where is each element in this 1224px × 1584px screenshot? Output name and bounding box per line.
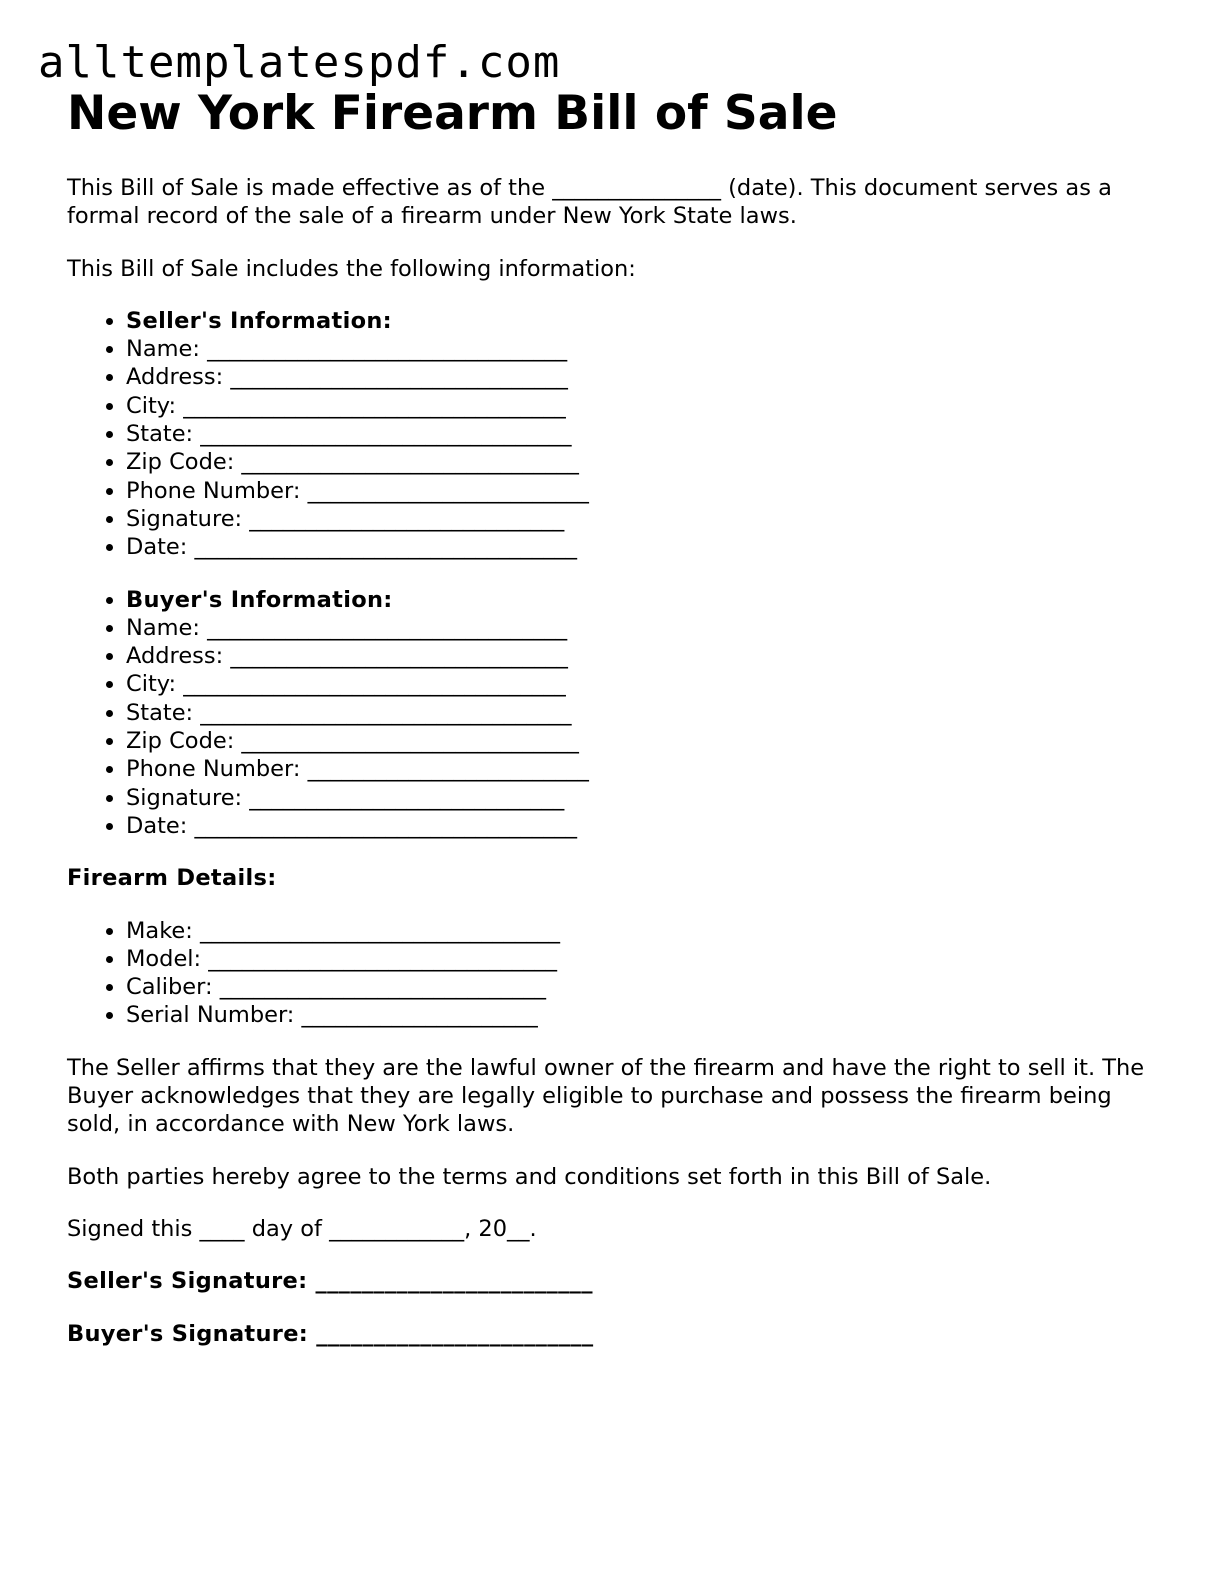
buyer-state-field[interactable]: • State: _________________________________ bbox=[126, 699, 1157, 727]
agreement-paragraph: Both parties hereby agree to the terms and conditions set forth in this Bill of Sale. bbox=[67, 1163, 992, 1190]
firearm-details-heading: Firearm Details: bbox=[67, 865, 277, 892]
intro-paragraph: This Bill of Sale is made effective as of the _______________ (date). This document serves as a formal record of the sale of a firearm under New York State laws. bbox=[67, 175, 1112, 230]
affirmation-paragraph: The Seller affirms that they are the lawful owner of the firearm and have the right to sell it. The Buyer acknowledges that they are legally eligible to purchase and possess the firearm being sold, in accordance with New York laws. bbox=[67, 1054, 1145, 1138]
buyer-info-list bbox=[67, 586, 1157, 841]
firearm-model-field[interactable]: • Model: _______________________________ bbox=[126, 945, 1157, 973]
seller-state-field[interactable]: • State: _________________________________ bbox=[126, 420, 1157, 448]
signed-date-line[interactable]: Signed this ____ day of ____________, 20__. bbox=[67, 1215, 537, 1242]
buyer-zip-field[interactable]: • Zip Code: ______________________________ bbox=[126, 727, 1157, 755]
seller-date-field[interactable]: • Date: __________________________________ bbox=[126, 533, 1157, 561]
seller-signature-field[interactable]: • Signature: ____________________________ bbox=[126, 505, 1157, 533]
buyer-name-field[interactable]: • Name: ________________________________ bbox=[126, 614, 1157, 642]
firearm-details-list bbox=[67, 917, 1157, 1030]
seller-city-field[interactable]: • City: __________________________________ bbox=[126, 392, 1157, 420]
document-body bbox=[67, 174, 1157, 1372]
firearm-serial-field[interactable]: • Serial Number: _____________________ bbox=[126, 1001, 1157, 1029]
seller-address-field[interactable]: • Address: ______________________________ bbox=[126, 363, 1157, 391]
includes-paragraph: This Bill of Sale includes the following information: bbox=[67, 255, 636, 282]
buyer-signature-field[interactable]: • Signature: ____________________________ bbox=[126, 784, 1157, 812]
seller-phone-field[interactable]: • Phone Number: _________________________ bbox=[126, 477, 1157, 505]
seller-signature-line[interactable]: Seller's Signature: ________________________ bbox=[67, 1268, 593, 1295]
seller-info-heading: • Seller's Information: bbox=[126, 307, 1157, 335]
buyer-address-field[interactable]: • Address: ______________________________ bbox=[126, 642, 1157, 670]
buyer-date-field[interactable]: • Date: __________________________________ bbox=[126, 812, 1157, 840]
buyer-info-heading: • Buyer's Information: bbox=[126, 586, 1157, 614]
seller-name-field[interactable]: • Name: ________________________________ bbox=[126, 335, 1157, 363]
seller-info-list bbox=[67, 307, 1157, 562]
page-title: New York Firearm Bill of Sale bbox=[67, 86, 838, 141]
buyer-phone-field[interactable]: • Phone Number: _________________________ bbox=[126, 755, 1157, 783]
buyer-signature-line[interactable]: Buyer's Signature: ________________________ bbox=[67, 1320, 594, 1347]
firearm-caliber-field[interactable]: • Caliber: _____________________________ bbox=[126, 973, 1157, 1001]
firearm-make-field[interactable]: • Make: ________________________________ bbox=[126, 917, 1157, 945]
buyer-city-field[interactable]: • City: __________________________________ bbox=[126, 670, 1157, 698]
seller-zip-field[interactable]: • Zip Code: ______________________________ bbox=[126, 448, 1157, 476]
watermark: alltemplatespdf.com bbox=[38, 37, 561, 88]
